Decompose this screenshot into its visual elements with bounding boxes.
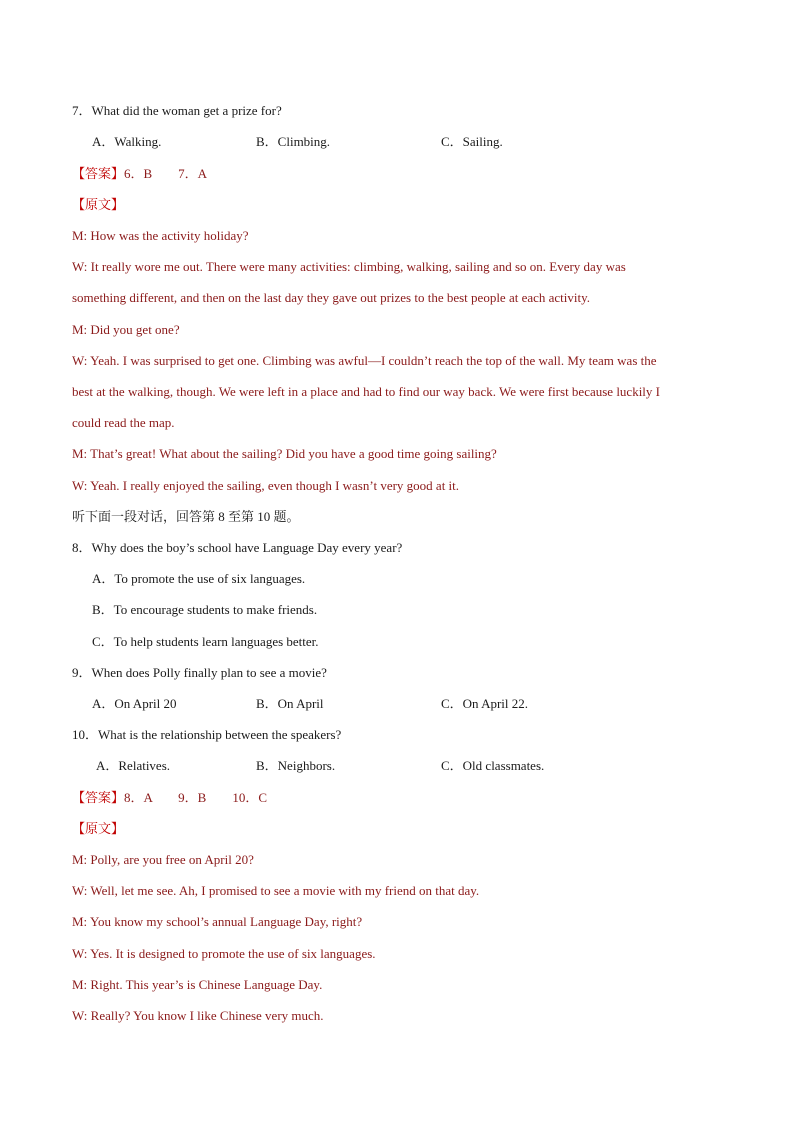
transcript-line: W: Yeah. I really enjoyed the sailing, even though I wasn’t very good at it. xyxy=(72,478,460,493)
answer-block-1 xyxy=(72,166,207,182)
section-instruction: 听下面一段对话，回答第 8 至第 10 题。 xyxy=(72,509,300,524)
question-9: 9．When does Polly finally plan to see a movie? xyxy=(72,665,327,680)
answer-label: 【答案】 xyxy=(72,790,125,805)
q8-option-a: A．To promote the use of six languages. xyxy=(92,571,306,586)
transcript-line: best at the walking, though. We were left in a place and had to find our way back. We were first because luckily I xyxy=(72,384,661,399)
transcript-line: W: Well, let me see. Ah, I promised to see a movie with my friend on that day. xyxy=(72,883,480,898)
q8-option-b: B．To encourage students to make friends. xyxy=(92,602,318,617)
q7-option-a: A．Walking. xyxy=(92,134,162,149)
transcript-line: something different, and then on the last day they gave out prizes to the best people at each activity. xyxy=(72,290,591,305)
transcript-line: M: Right. This year’s is Chinese Language Day. xyxy=(72,977,323,992)
question-7: 7．What did the woman get a prize for? xyxy=(72,103,282,118)
q9-option-b: B．On April xyxy=(256,696,324,711)
q9-option-a: A．On April 20 xyxy=(92,696,177,711)
transcript-label: 【原文】 xyxy=(72,821,125,836)
q7-option-c: C．Sailing. xyxy=(441,134,503,149)
answer-text: 6．B 7．A xyxy=(124,166,208,181)
question-8: 8．Why does the boy’s school have Language Day every year? xyxy=(72,540,403,555)
answer-block-2 xyxy=(72,790,267,806)
transcript-line: M: You know my school’s annual Language Day, right? xyxy=(72,914,363,929)
transcript-line: W: Yes. It is designed to promote the use of six languages. xyxy=(72,946,376,961)
answer-label: 【答案】 xyxy=(72,166,125,181)
transcript-line: could read the map. xyxy=(72,415,175,430)
transcript-line: M: Polly, are you free on April 20? xyxy=(72,852,254,867)
transcript-line: M: How was the activity holiday? xyxy=(72,228,249,243)
answer-text: 8．A 9．B 10．C xyxy=(124,790,268,805)
transcript-line: M: That’s great! What about the sailing? Did you have a good time going sailing? xyxy=(72,446,497,461)
q9-option-c: C．On April 22. xyxy=(441,696,529,711)
q7-option-b: B．Climbing. xyxy=(256,134,331,149)
transcript-line: W: Yeah. I was surprised to get one. Climbing was awful—I couldn’t reach the top of the wall. My team was the xyxy=(72,353,657,368)
q8-option-c: C．To help students learn languages better. xyxy=(92,634,319,649)
question-10: 10．What is the relationship between the speakers? xyxy=(72,727,342,742)
transcript-line: W: Really? You know I like Chinese very much. xyxy=(72,1008,324,1023)
transcript-line: W: It really wore me out. There were many activities: climbing, walking, sailing and so on. Every day was xyxy=(72,259,626,274)
transcript-label: 【原文】 xyxy=(72,197,125,212)
transcript-line: M: Did you get one? xyxy=(72,322,180,337)
q10-option-a: A．Relatives. xyxy=(96,758,171,773)
q10-option-b: B．Neighbors. xyxy=(256,758,336,773)
q10-option-c: C．Old classmates. xyxy=(441,758,545,773)
